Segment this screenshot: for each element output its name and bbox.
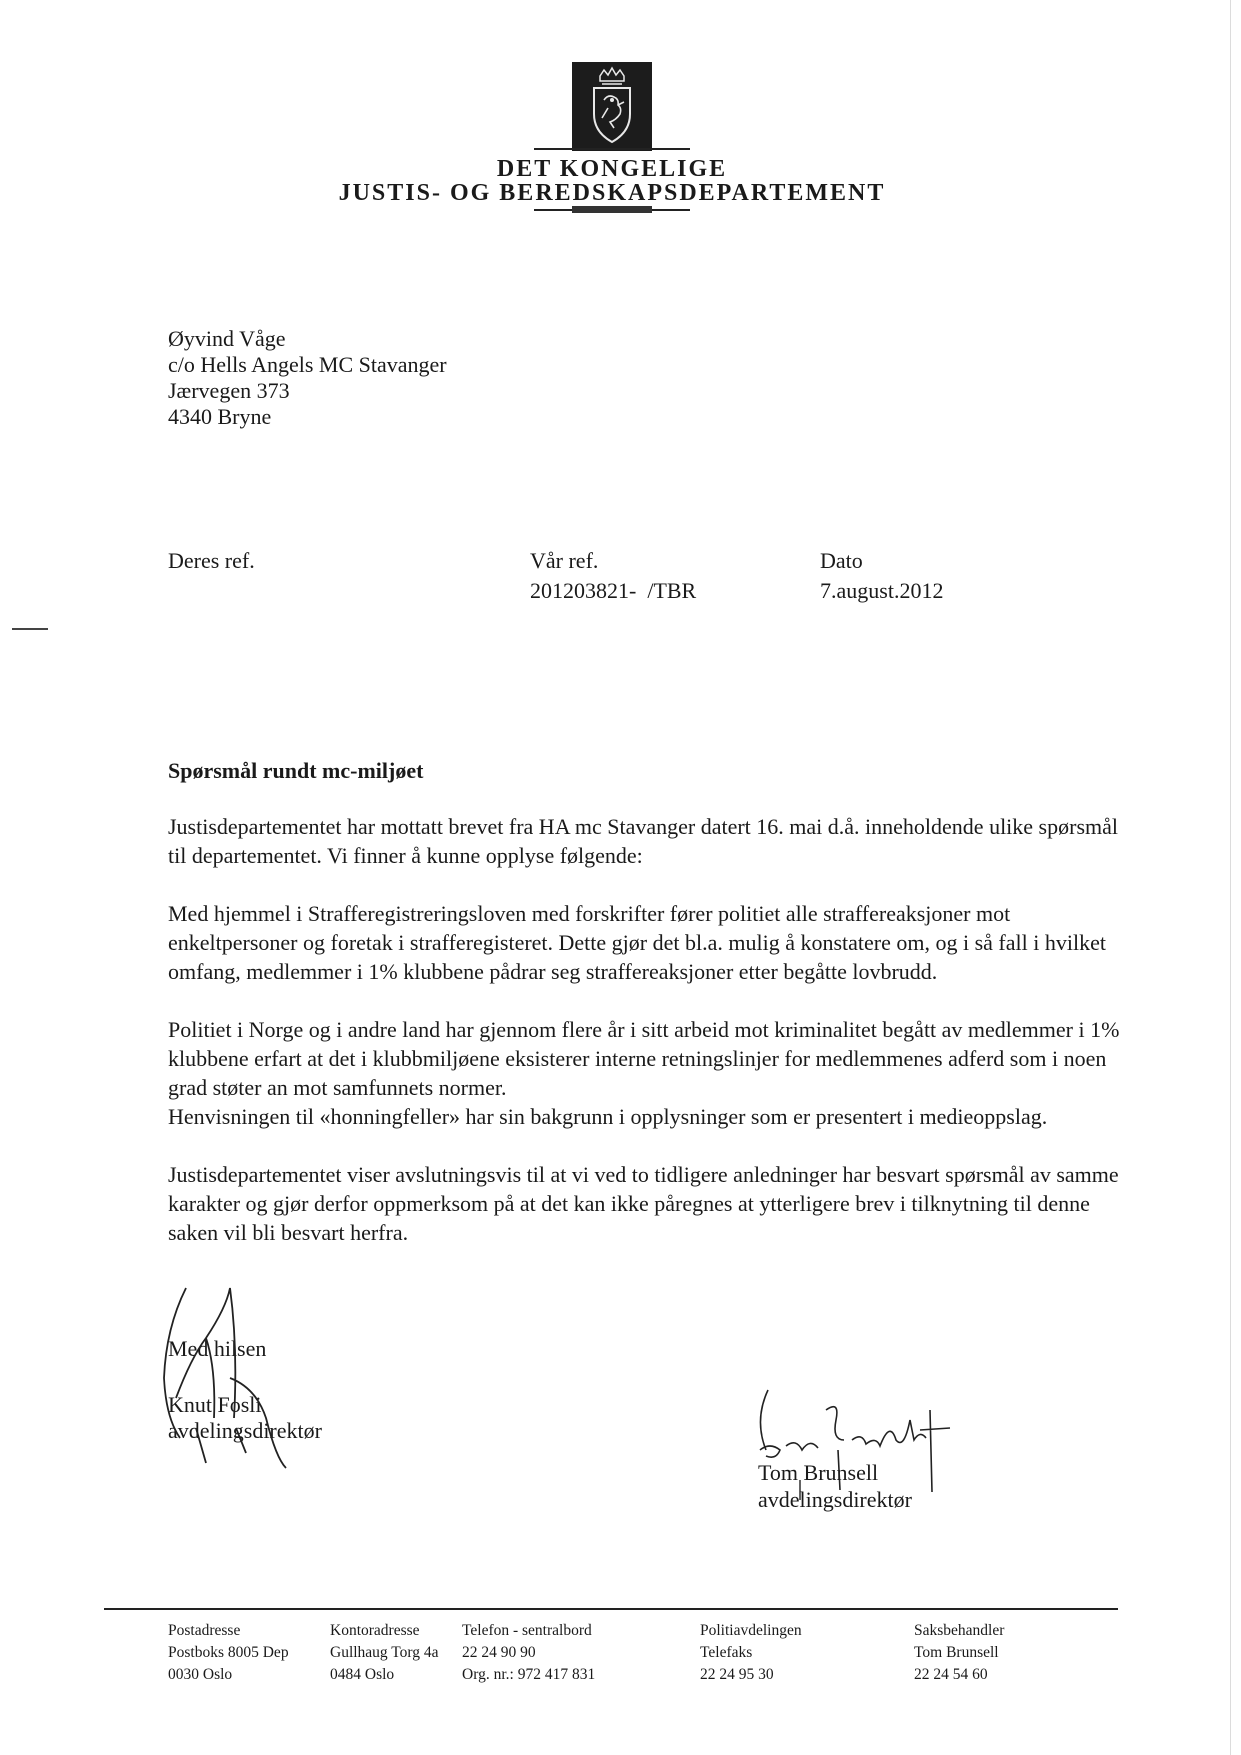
- recipient-address: [168, 326, 447, 430]
- letter-body: [168, 812, 1128, 1276]
- dato-value: 7.august.2012: [820, 578, 944, 603]
- footer-saksbehandler: [914, 1620, 1004, 1686]
- footer-telefon: [462, 1620, 595, 1686]
- org-number: Org. nr.: 972 417 831: [462, 1666, 596, 1683]
- postadresse-label: Postadresse: [168, 1622, 241, 1639]
- dato: [820, 546, 943, 606]
- dato-label: Dato: [820, 548, 863, 573]
- recipient-street: Jærvegen 373: [168, 378, 290, 403]
- footer-postadresse: [168, 1620, 289, 1686]
- letterhead-department: JUSTIS- OG BEREDSKAPSDEPARTEMENT: [338, 180, 886, 206]
- signature-1-icon: [146, 1268, 346, 1478]
- footer-kontoradresse: [330, 1620, 439, 1686]
- signer2-name: Tom Brunsell: [758, 1460, 879, 1485]
- signer2-title: avdelingsdirektør: [758, 1487, 912, 1512]
- footer-politiavdelingen: [700, 1620, 802, 1686]
- body-paragraph-2: Med hjemmel i Strafferegistreringsloven med forskrifter fører politiet alle straffereaksjoner mot enkeltpersoner og foretak i strafferegisteret. Dette gjør det bl.a. mulig å konstatere om, og i så fall i hvilket omfang, medlemmer i 1% klubbene pådrar seg straffereaksjoner etter begåtte lovbrudd.: [168, 901, 1106, 984]
- fold-mark: [12, 628, 48, 630]
- politi-label: Politiavdelingen: [700, 1622, 802, 1639]
- telefaks-label: Telefaks: [700, 1644, 753, 1661]
- body-paragraph-3a: Politiet i Norge og i andre land har gjennom flere år i sitt arbeid mot kriminalitet begått av medlemmer i 1% klubbene erfart at det i klubbmiljøene eksisterer interne retningslinjer for medlemmenes adferd som i noen grad støter an mot samfunnets normer.: [168, 1017, 1120, 1100]
- recipient-postal: 4340 Bryne: [168, 404, 272, 429]
- recipient-name: Øyvind Våge: [168, 326, 286, 351]
- signer1-title: avdelingsdirektør: [168, 1418, 322, 1443]
- saksbehandler-label: Saksbehandler: [914, 1622, 1005, 1639]
- postadresse-line1: Postboks 8005 Dep: [168, 1644, 289, 1661]
- kontoradresse-line2: 0484 Oslo: [330, 1666, 395, 1683]
- body-paragraph-1: Justisdepartementet har mottatt brevet fra HA mc Stavanger datert 16. mai d.å. inneholdende ulike spørsmål til departementet. Vi finner å kunne opplyse følgende:: [168, 814, 1118, 868]
- kontoradresse-line1: Gullhaug Torg 4a: [330, 1644, 439, 1661]
- letterhead-bottom-bar: [572, 206, 652, 213]
- telefon-label: Telefon - sentralbord: [462, 1622, 592, 1639]
- deres-ref-label: Deres ref.: [168, 548, 255, 573]
- telefon-value: 22 24 90 90: [462, 1644, 536, 1661]
- closing-greeting: Med hilsen: [168, 1336, 267, 1361]
- saksbehandler-name: Tom Brunsell: [914, 1644, 999, 1661]
- kontoradresse-label: Kontoradresse: [330, 1622, 420, 1639]
- var-ref-label: Vår ref.: [530, 548, 599, 573]
- signer1-name: Knut Fosli: [168, 1392, 262, 1417]
- letterhead-title: DET KONGELIGE: [496, 156, 728, 182]
- footer-rule: [104, 1608, 1118, 1610]
- var-ref-value: 201203821- /TBR: [530, 578, 697, 603]
- var-ref: [530, 546, 696, 606]
- postadresse-line2: 0030 Oslo: [168, 1666, 233, 1683]
- letter-subject: Spørsmål rundt mc-miljøet: [168, 758, 424, 783]
- letterhead-top-rule: [534, 148, 690, 150]
- body-paragraph-4: Justisdepartementet viser avslutningsvis til at vi ved to tidligere anledninger har besvart spørsmål av samme karakter og gjør derfor oppmerksom på at det kan ikke påregnes at ytterligere brev i tilknytning til denne saken vil bli besvart herfra.: [168, 1162, 1119, 1245]
- page-edge: [1230, 0, 1231, 1755]
- deres-ref: [168, 546, 255, 576]
- body-paragraph-3b: Henvisningen til «honningfeller» har sin bakgrunn i opplysninger som er presentert i medieoppslag.: [168, 1104, 1048, 1129]
- telefaks-value: 22 24 95 30: [700, 1666, 774, 1683]
- norwegian-coat-of-arms-icon: [572, 62, 652, 151]
- recipient-care-of: c/o Hells Angels MC Stavanger: [168, 352, 447, 377]
- saksbehandler-phone: 22 24 54 60: [914, 1666, 988, 1683]
